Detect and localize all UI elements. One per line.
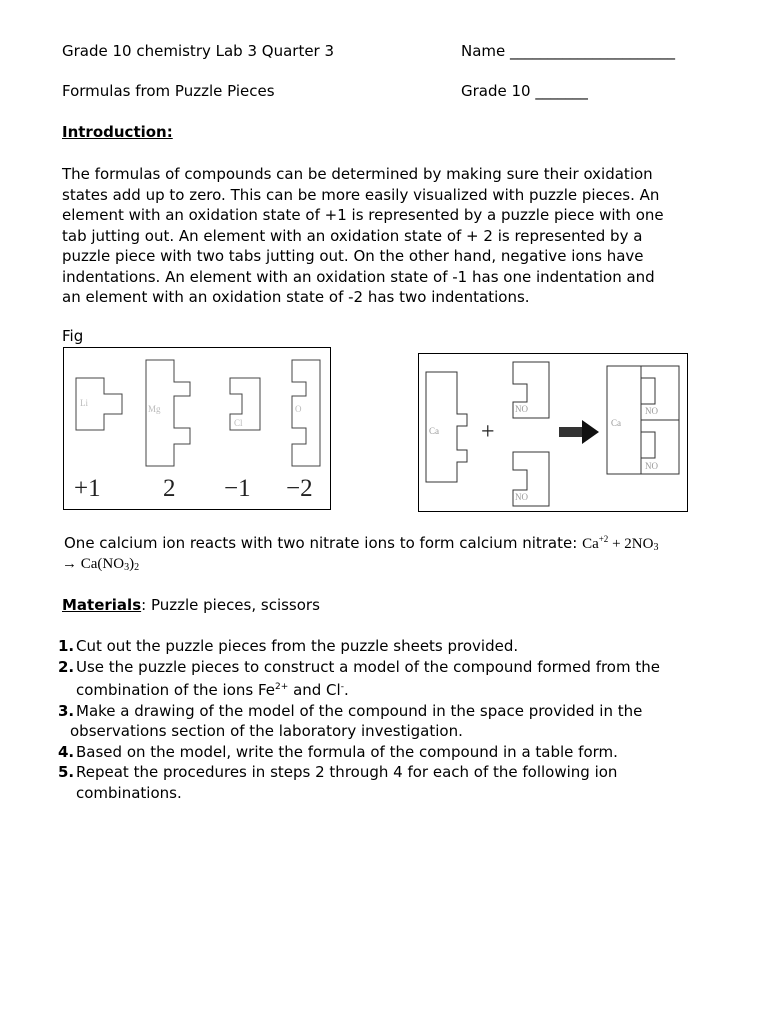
oxidation-pieces-figure xyxy=(63,347,331,510)
grade-field: Grade 10 _______ xyxy=(461,82,588,100)
procedure-step: 2. Use the puzzle pieces to construct a model of the compound formed from the combination of the ions $Fe^{2+}$ and Cl-. xyxy=(58,657,660,699)
materials-line xyxy=(62,596,320,614)
procedure-step: 5. Repeat the procedures in steps 2 through 4 for each of the following ion combinations. xyxy=(58,763,618,802)
reaction-sentence xyxy=(64,534,658,553)
intro-line: an element with an oxidation state of -2 has two indentations. xyxy=(62,288,530,306)
charge-label: −2 xyxy=(286,475,313,502)
reaction-arrow-icon xyxy=(559,420,599,444)
calcium-nitrate-drawing xyxy=(419,354,687,511)
procedure-list xyxy=(58,636,718,803)
intro-line: indentations. An element with an oxidation state of -1 has one indentation and xyxy=(62,267,655,286)
figure-label: Fig xyxy=(62,327,84,345)
piece-label: Ca xyxy=(611,418,621,428)
charge-label: −1 xyxy=(224,475,251,502)
oxidation-pieces-drawing xyxy=(64,348,330,509)
materials-heading: Materials xyxy=(62,596,142,614)
materials-text: : Puzzle pieces, scissors xyxy=(141,596,320,614)
piece-label: NO xyxy=(645,406,658,416)
reaction-equation: $Ca^{+2} + 2NO_3$ xyxy=(582,534,659,553)
intro-line: tab jutting out. An element with an oxidation state of + 2 is represented by a xyxy=(62,226,643,245)
reaction-text: One calcium ion reacts with two nitrate ions to form calcium nitrate: xyxy=(64,534,578,552)
intro-line: The formulas of compounds can be determined by making sure their oxidation xyxy=(62,165,653,183)
piece-label: NO xyxy=(645,461,658,471)
intro-line: puzzle piece with two tabs jutting out. On the other hand, negative ions have xyxy=(62,247,644,265)
procedure-step: 1. Cut out the puzzle pieces from the puzzle sheets provided. xyxy=(58,637,519,655)
intro-line: element with an oxidation state of +1 is represented by a puzzle piece with one xyxy=(62,206,664,224)
piece-label: Ca xyxy=(429,426,439,436)
piece-label: O xyxy=(295,404,302,414)
piece-label: Cl xyxy=(234,418,243,428)
piece-label: Li xyxy=(80,398,88,408)
calcium-nitrate-figure xyxy=(418,353,688,512)
introduction-heading: Introduction: xyxy=(62,123,173,141)
intro-line: states add up to zero. This can be more easily visualized with puzzle pieces. An xyxy=(62,185,660,204)
reaction-product: → $Ca(NO_3)_2$ xyxy=(62,556,140,573)
piece-label: Mg xyxy=(148,404,161,414)
piece-label: NO xyxy=(515,492,528,502)
piece-label: NO xyxy=(515,404,528,414)
lab-title: Formulas from Puzzle Pieces xyxy=(62,82,275,100)
arrow-icon: → xyxy=(62,556,77,572)
procedure-step: 4. Based on the model, write the formula of the compound in a table form. xyxy=(58,742,618,761)
name-field: Name ______________________ xyxy=(461,42,676,60)
charge-label: 2 xyxy=(163,475,176,502)
procedure-step: 3. Make a drawing of the model of the compound in the space provided in the observations section of the laboratory investigation. xyxy=(58,701,643,740)
plus-sign: + xyxy=(481,419,495,445)
charge-label: +1 xyxy=(74,475,101,502)
course-title: Grade 10 chemistry Lab 3 Quarter 3 xyxy=(62,42,335,60)
introduction-paragraph xyxy=(62,164,712,308)
